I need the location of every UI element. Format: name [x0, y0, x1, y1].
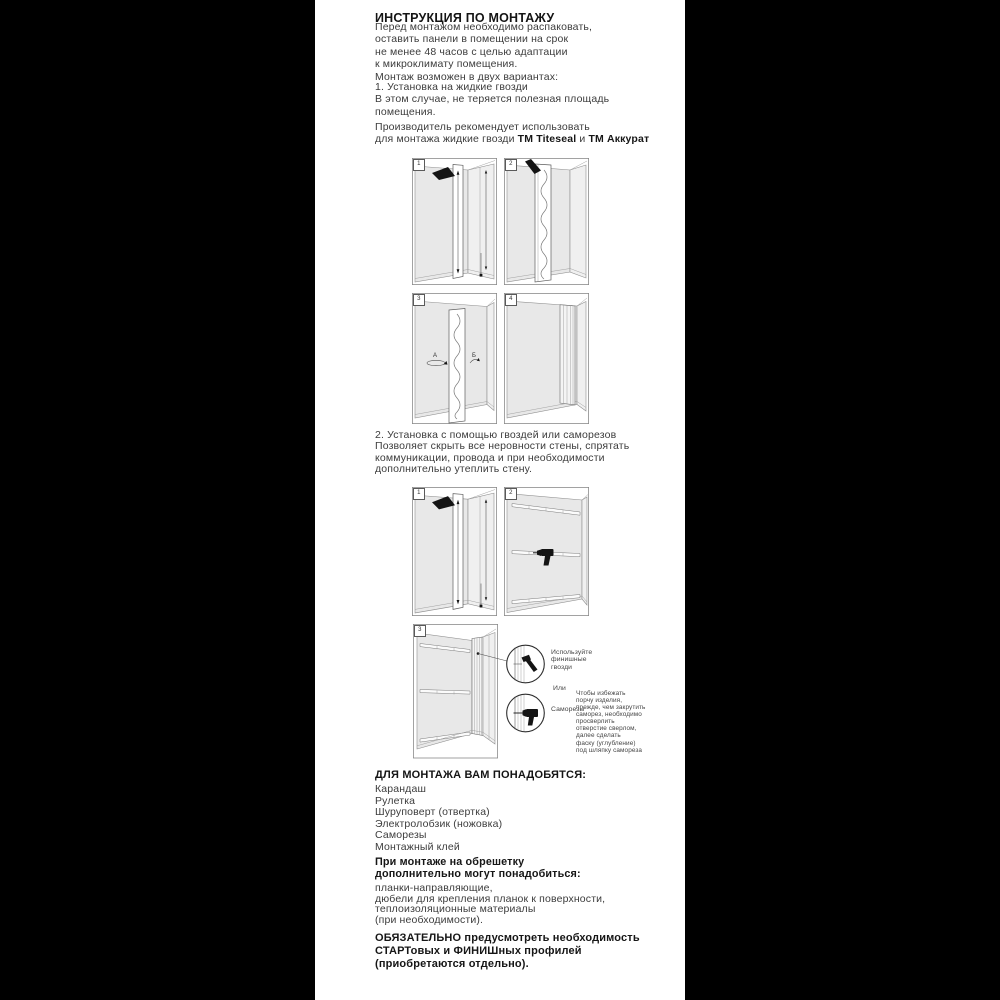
press-label-a: А: [433, 353, 438, 359]
tools-header: ДЛЯ МОНТАЖА ВАМ ПОНАДОБЯТСЯ:: [375, 769, 587, 781]
intro-line: Монтаж возможен в двух вариантах:: [375, 70, 559, 83]
figure-number: 3: [413, 294, 425, 306]
intro-line: не менее 48 часов с целью адаптации: [375, 45, 568, 58]
figure-glue-step1: [412, 158, 497, 285]
or-label: Или: [553, 685, 566, 692]
variant1-line: В этом случае, не теряется полезная площадь: [375, 93, 610, 106]
recommend-text: и: [576, 133, 589, 146]
recommend-line1: Производитель рекомендует использовать: [375, 121, 590, 133]
variant2-paragraph: [375, 430, 629, 476]
mandatory-note: ОБЯЗАТЕЛЬНО предусмотреть необходимость СТАРТовых и ФИНИШных профилей (приобретаются отдельно).: [375, 932, 640, 970]
intro-line: к микроклимату помещения.: [375, 58, 518, 71]
installed-panels: [560, 305, 575, 405]
figure-number: 2: [505, 488, 517, 500]
figure-glue-step4: [504, 293, 589, 424]
instruction-sheet: [315, 0, 685, 1000]
tools-item: Шуруповерт (отвертка): [375, 806, 490, 818]
tools-list: [375, 784, 502, 853]
tools-item: Саморезы: [375, 829, 427, 841]
screws-callout: [507, 694, 545, 732]
variant2-line: дополнительно утеплить стену.: [375, 463, 533, 476]
extra-item: планки-направляющие,: [375, 882, 493, 894]
variant1-line: 1. Установка на жидкие гвозди: [375, 81, 528, 93]
brand-akkurat: ТМ Аккурат: [588, 133, 650, 146]
figure-glue-step2: [504, 158, 589, 285]
figure-number: 2: [505, 159, 517, 171]
screw-note: Чтобы избежать порчу изделия, прежде, чем закрутить саморез, необходимо просверлить отверстие сверлом, далее сделать фаску (углубление) под шляпку самореза: [576, 690, 646, 754]
brand-titeseal: ТМ Titeseal: [517, 133, 577, 146]
tools-item: Рулетка: [375, 794, 416, 807]
tools-item: Электролобзик (ножовка): [375, 817, 503, 830]
variant2-line: 2. Установка с помощью гвоздей или саморезов: [375, 429, 617, 441]
nails-callout-label: Используйте финишные гвозди: [551, 649, 593, 671]
extra-item: теплоизоляционные материалы: [375, 903, 536, 916]
figure-batten-step1: [412, 487, 497, 616]
figure-batten-step2: [504, 487, 589, 616]
recommend-text: для монтажа жидкие гвозди: [375, 133, 518, 146]
extra-header: При монтаже на обрешетку дополнительно могут понадобиться:: [375, 856, 581, 881]
intro-line: Перед монтажом необходимо распаковать,: [375, 21, 593, 33]
variant1-line: помещения.: [375, 105, 436, 118]
figure-number: 3: [414, 625, 426, 637]
intro-paragraph: [375, 21, 592, 83]
variant2-line: Позволяет скрыть все неровности стены, спрятать: [375, 440, 630, 453]
screws-callout-label: Саморезы: [551, 706, 585, 713]
tools-item: Монтажный клей: [375, 840, 460, 853]
intro-line: оставить панели в помещении на срок: [375, 33, 569, 46]
figure-number: 4: [505, 294, 517, 306]
variant1-paragraph: [375, 81, 609, 118]
extra-item: (при необходимости).: [375, 913, 484, 926]
recommend-paragraph: [375, 121, 649, 146]
figure-glue-step3: [412, 293, 497, 424]
finishing-nails-callout: [507, 645, 545, 683]
tools-item: Карандаш: [375, 783, 427, 795]
page-title: ИНСТРУКЦИЯ ПО МОНТАЖУ: [375, 11, 555, 25]
extra-item: дюбели для крепления планок к поверхности,: [375, 892, 606, 905]
figure-number: 1: [413, 159, 425, 171]
press-label-b: Б: [472, 353, 476, 359]
installed-panels: [472, 637, 483, 736]
figure-number: 1: [413, 488, 425, 500]
extra-list: [375, 883, 605, 925]
recommend-line2: [375, 133, 649, 145]
variant2-line: коммуникации, провода и при необходимости: [375, 451, 605, 464]
